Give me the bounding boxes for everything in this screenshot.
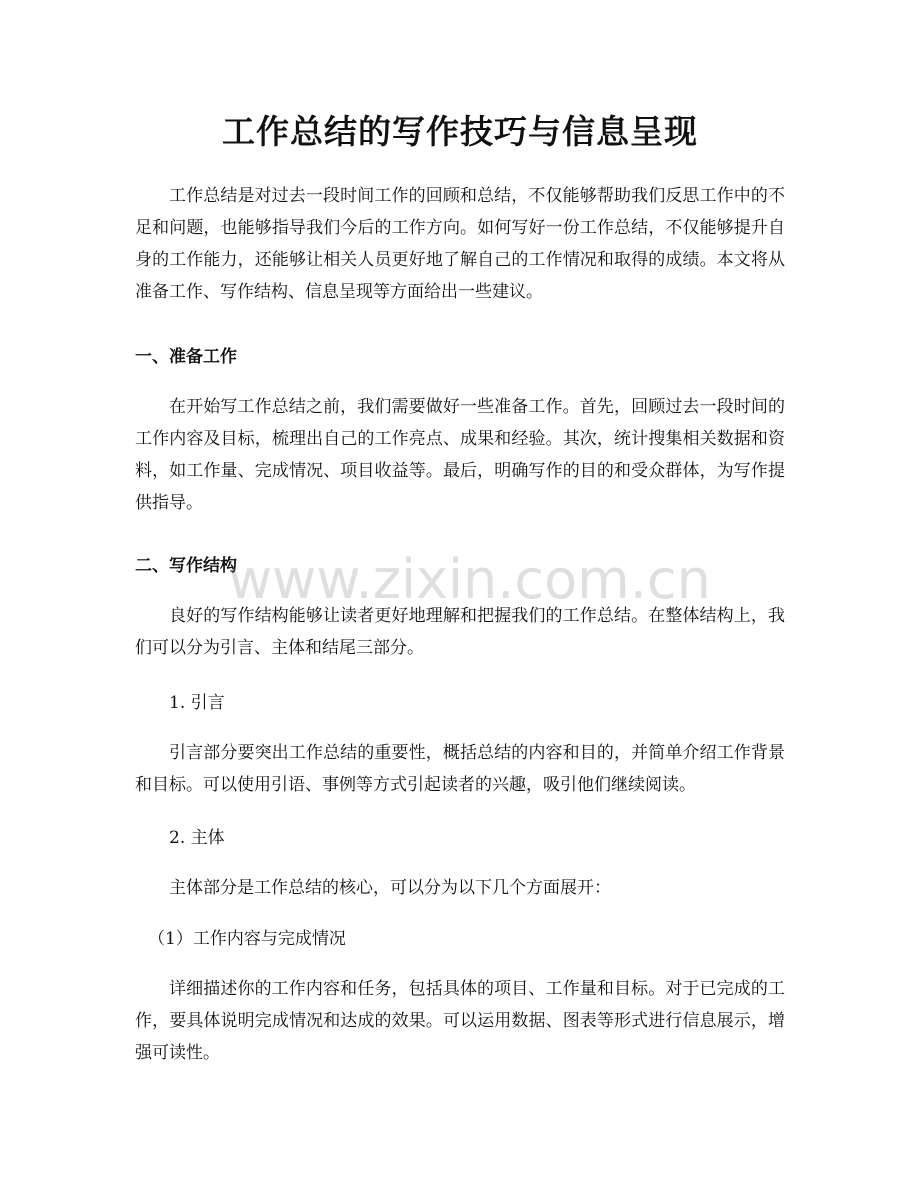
section-body-structure: 良好的写作结构能够让读者更好地理解和把握我们的工作总结。在整体结构上，我们可以分为引言、主体和结尾三部分。 (135, 606, 785, 658)
intro-paragraph: 工作总结是对过去一段时间工作的回顾和总结，不仅能够帮助我们反思工作中的不足和问题，也能够指导我们今后的工作方向。如何写好一份工作总结，不仅能够提升自身的工作能力，还能够让相关人员更好地了解自己的工作情况和取得的成绩。本文将从准备工作、写作结构、信息呈现等方面给出一些建议。 (135, 186, 785, 302)
subitem-label-work-content: （1）工作内容与完成情况 (148, 929, 346, 949)
item-body-main: 主体部分是工作总结的核心，可以分为以下几个方面展开： (169, 878, 611, 898)
item-label-intro: 1. 引言 (169, 693, 225, 713)
section-heading-structure: 二、写作结构 (135, 556, 237, 576)
document-title: 工作总结的写作技巧与信息呈现 (222, 112, 698, 151)
item-label-main: 2. 主体 (169, 828, 225, 848)
section-heading-preparation: 一、准备工作 (135, 347, 237, 367)
section-body-preparation: 在开始写工作总结之前，我们需要做好一些准备工作。首先，回顾过去一段时间的工作内容及目标，梳理出自己的工作亮点、成果和经验。其次，统计搜集相关数据和资料，如工作量、完成情况、项目收益等。最后，明确写作的目的和受众群体，为写作提供指导。 (135, 397, 785, 513)
subitem-body-work-content: 详细描述你的工作内容和任务，包括具体的项目、工作量和目标。对于已完成的工作，要具体说明完成情况和达成的效果。可以运用数据、图表等形式进行信息展示，增强可读性。 (135, 979, 785, 1063)
watermark-text: www.zixin.com.cn (228, 548, 711, 611)
item-body-intro: 引言部分要突出工作总结的重要性，概括总结的内容和目的，并简单介绍工作背景和目标。可以使用引语、事例等方式引起读者的兴趣，吸引他们继续阅读。 (135, 743, 785, 795)
